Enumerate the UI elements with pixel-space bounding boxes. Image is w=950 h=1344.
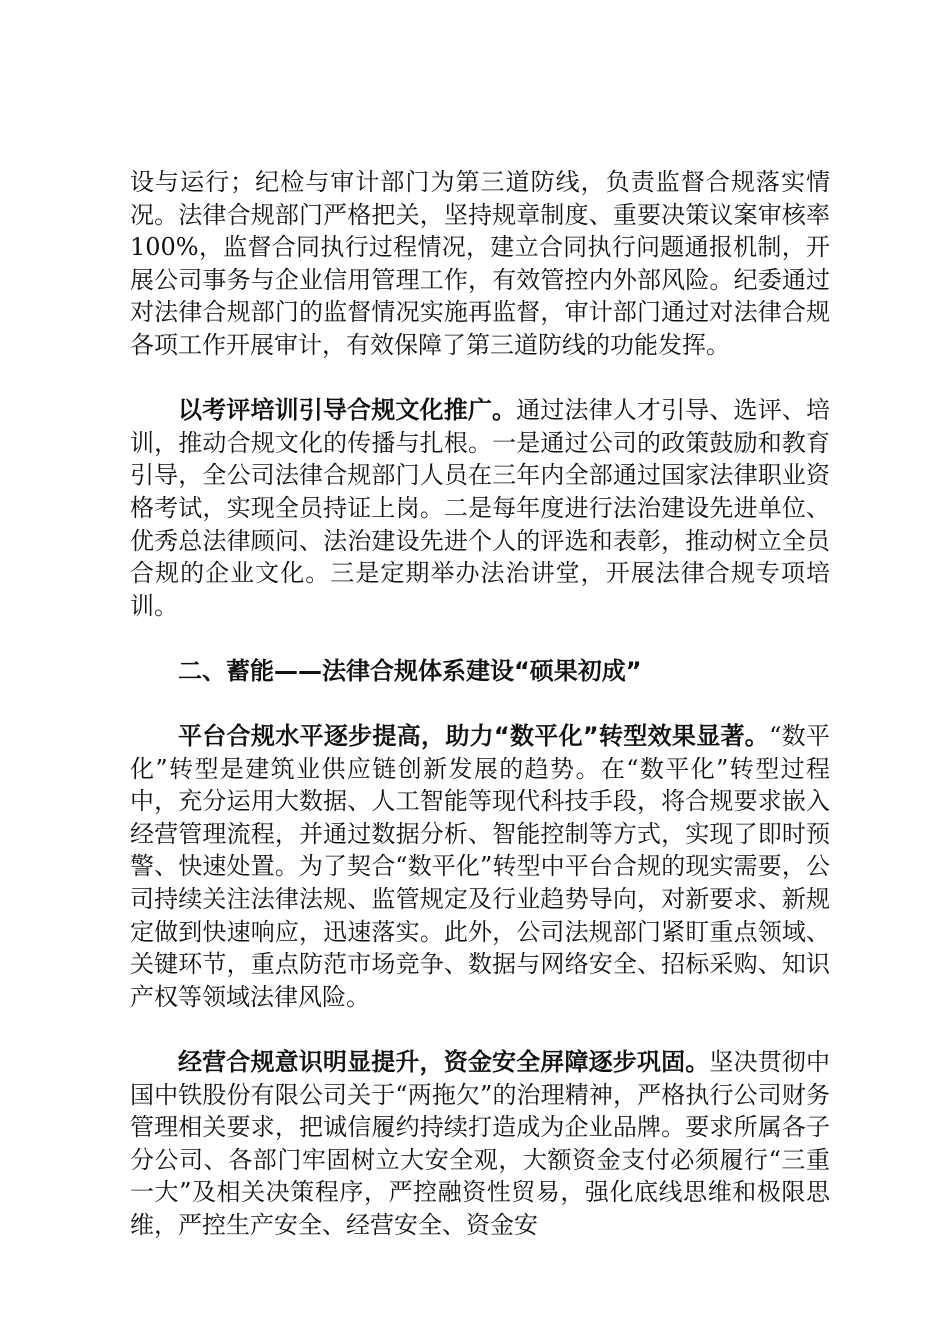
paragraph-lead: 平台合规水平逐步提高，助力“数平化”转型效果显著。: [178, 722, 770, 751]
paragraph-lead: 经营合规意识明显提升，资金安全屏障逐步巩固。: [178, 1048, 710, 1077]
paragraph-operational-compliance: [130, 1046, 830, 1242]
document-body: [130, 166, 830, 1242]
paragraph-text: 设与运行；纪检与审计部门为第三道防线，负责监督合规落实情况。法律合规部门严格把关，坚持规章制度、重要决策议案审核率 100%，监督合同执行过程情况，建立合同执行问题通报机制，开展公司事务与企业信用管理工作，有效管控内外部风险。纪委通过对法律合规部门的监督情况实施再监督，审计部门通过对法律合规各项工作开展审计，有效保障了第三道防线的功能发挥。: [130, 168, 830, 359]
paragraph-compliance-culture: [130, 394, 830, 622]
paragraph-lead: 以考评培训引导合规文化推广。: [178, 396, 517, 425]
paragraph-text: “数平化”转型是建筑业供应链创新发展的趋势。在“数平化”转型过程中，充分运用大数据、人工智能等现代科技手段，将合规要求嵌入经营管理流程，并通过数据分析、智能控制等方式，实现了即时预警、快速处置。为了契合“数平化”转型中平台合规的现实需要，公司持续关注法律法规、监管规定及行业趋势导向，对新要求、新规定做到快速响应，迅速落实。此外，公司法规部门紧盯重点领域、关键环节，重点防范市场竞争、数据与网络安全、招标采购、知识产权等领域法律风险。: [130, 722, 830, 1011]
paragraph-third-line-of-defense: [130, 166, 830, 362]
paragraph-platform-compliance: [130, 720, 830, 1013]
paragraph-text: 通过法律人才引导、选评、培训，推动合规文化的传播与扎根。一是通过公司的政策鼓励和教育引导，全公司法律合规部门人员在三年内全部通过国家法律职业资格考试，实现全员持证上岗。二是每年度进行法治建设先进单位、优秀总法律顾问、法治建设先进个人的评选和表彰，推动树立全员合规的企业文化。三是定期举办法治讲堂，开展法律合规专项培训。: [130, 396, 831, 620]
paragraph-text: 坚决贯彻中国中铁股份有限公司关于“两拖欠”的治理精神，严格执行公司财务管理相关要求，把诚信履约持续打造成为企业品牌。要求所属各子分公司、各部门牢固树立大安全观，大额资金支付必须履行“三重一大”及相关决策程序，严控融资性贸易，强化底线思维和极限思维，严控生产安全、经营安全、资金安: [130, 1048, 831, 1239]
section-heading: 二、蓄能——法律合规体系建设“硕果初成”: [178, 656, 642, 685]
